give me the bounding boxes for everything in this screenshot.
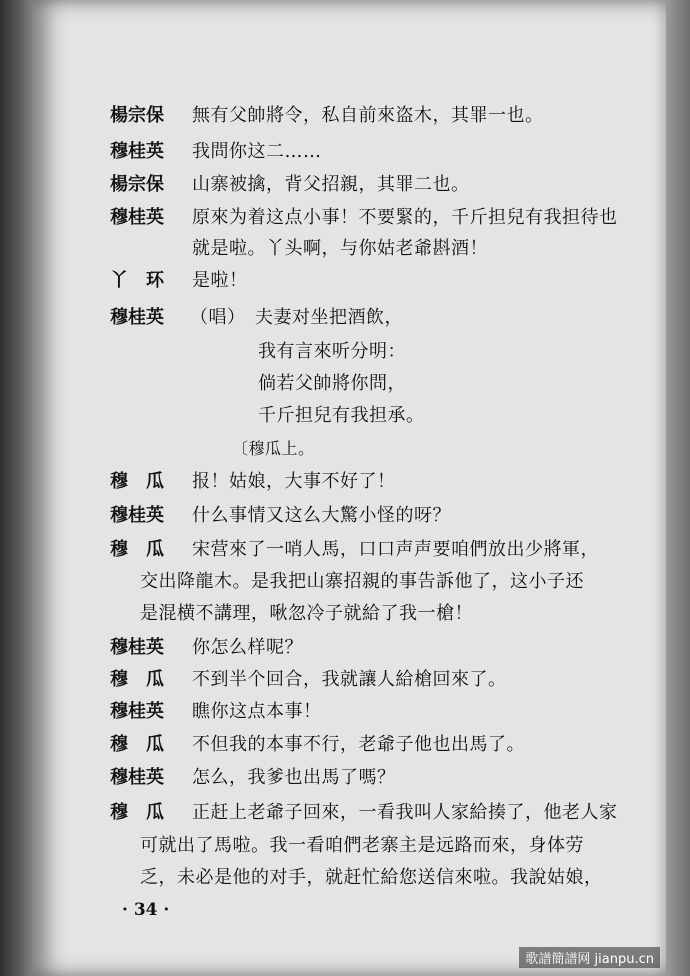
speaker-label: 穆 瓜 [110, 539, 164, 560]
dialogue-line: 正赶上老爺子回來，一看我叫人家給揍了，他老人家 [192, 802, 618, 823]
speaker-label: 穆桂英 [110, 505, 164, 526]
sung-verse-line: 千斤担兒有我担承。 [258, 405, 425, 426]
sung-verse-line: （唱） 夫妻对坐把酒飲， [190, 307, 403, 328]
sung-verse-line: 我有言來听分明： [258, 341, 406, 362]
dialogue-line: 原來为着这点小事！不要緊的，千斤担兒有我担待也 [192, 207, 618, 228]
dialogue-line: 不到半个回合，我就讓人給槍回來了。 [192, 669, 507, 690]
speaker-label: 楊宗保 [110, 174, 164, 195]
dialogue-continuation: 可就出了馬啦。我一看咱們老寨主是远路而來，身体劳 [140, 835, 584, 856]
dialogue-line: 什么事情又这么大驚小怪的呀？ [192, 505, 451, 526]
stage-direction: 〔穆瓜上。 [232, 439, 315, 458]
dialogue-continuation: 是混横不講理，啾忽冷子就給了我一槍！ [140, 603, 473, 624]
page-number: · 34 · [122, 900, 170, 920]
speaker-label: 穆桂英 [110, 307, 164, 328]
speaker-label: 穆桂英 [110, 701, 164, 722]
speaker-label: 穆桂英 [110, 207, 164, 228]
book-page [32, 0, 666, 976]
dialogue-continuation: 乏，未必是他的对手，就赶忙給您送信來啦。我說姑娘， [140, 867, 603, 888]
speaker-label: 穆 瓜 [110, 802, 164, 823]
speaker-label: 穆桂英 [110, 141, 164, 162]
dialogue-line: 你怎么样呢？ [192, 637, 303, 658]
sung-verse-line: 倘若父帥將你問， [258, 373, 406, 394]
dialogue-line: 山寨被擒，背父招親，其罪二也。 [192, 174, 470, 195]
dialogue-line: 怎么，我爹也出馬了嗎？ [192, 767, 396, 788]
dialogue-line: 我問你这二…… [192, 141, 322, 162]
speaker-label: 穆 瓜 [110, 669, 164, 690]
dialogue-line: 瞧你这点本事！ [192, 701, 322, 722]
dialogue-line: 是啦！ [192, 270, 248, 291]
dialogue-continuation: 交出降龍木。是我把山寨招親的事告訴他了，这小子还 [140, 571, 584, 592]
speaker-label: 穆桂英 [110, 637, 164, 658]
dialogue-line: 不但我的本事不行，老爺子他也出馬了。 [192, 734, 525, 755]
dialogue-line: 宋营來了一哨人馬，口口声声要咱們放出少將軍， [192, 539, 599, 560]
speaker-label: 丫 环 [110, 270, 164, 291]
book-binding-shadow [0, 0, 32, 976]
speaker-label: 穆桂英 [110, 767, 164, 788]
dialogue-line: 报！姑娘，大事不好了！ [192, 471, 396, 492]
dialogue-line: 無有父帥將令，私自前來盗木，其罪一也。 [192, 105, 544, 126]
speaker-label: 楊宗保 [110, 105, 164, 126]
speaker-label: 穆 瓜 [110, 734, 164, 755]
dialogue-continuation: 就是啦。丫头啊，与你姑老爺斟酒！ [192, 238, 488, 259]
watermark: 歌譜簡譜网 jianpu.cn [519, 947, 660, 968]
speaker-label: 穆 瓜 [110, 471, 164, 492]
page-edge-strip [666, 0, 690, 976]
